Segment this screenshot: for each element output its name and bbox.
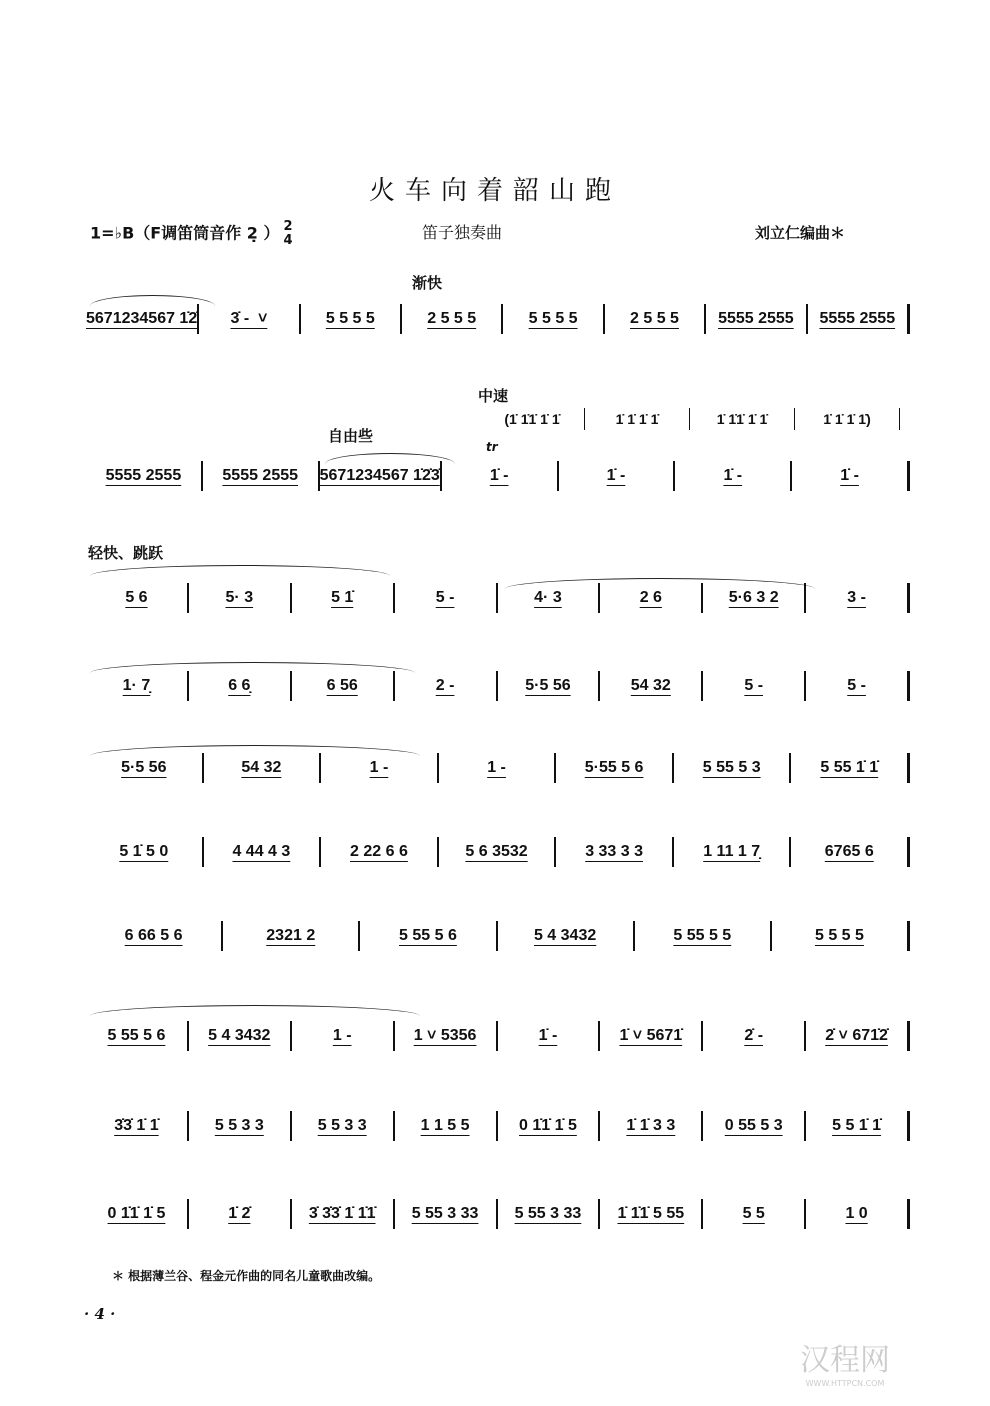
measure: 5 5 5 5 — [772, 921, 910, 951]
measure: 54 32 — [204, 753, 322, 783]
genre: 笛子独奏曲 — [422, 223, 503, 242]
page-number: · 4 · — [84, 1305, 116, 1323]
measure: 2 22 6 6 — [321, 837, 439, 867]
measure: 5 55 1̇ 1̇ — [791, 753, 910, 783]
measure: 2 - — [395, 671, 498, 701]
measure: 0 1̇1̇ 1̇ 5 — [498, 1111, 601, 1141]
accompaniment-measure: 1̇ 1̇ 1̇ 1̇) — [795, 408, 900, 430]
measure: 3̇ 3̇3̇ 1̇ 1̇1̇ — [292, 1199, 395, 1229]
accompaniment-measure: (1̇ 1̇1̇ 1̇ 1̇ — [480, 408, 585, 430]
measure: 5·5 56 — [498, 671, 601, 701]
score-line — [86, 838, 910, 866]
score-line — [86, 1112, 910, 1140]
time-bottom: 4 — [283, 233, 293, 248]
measure: 1 0 — [806, 1199, 910, 1229]
measure: 1̇ - — [442, 461, 559, 491]
measure: 6765 6 — [791, 837, 910, 867]
time-top: 2 — [283, 219, 293, 234]
measure: 3 - — [806, 583, 910, 613]
measure: 5555 2555 — [86, 461, 203, 491]
score-line — [86, 922, 910, 950]
measure: 1 ˅ 5356 — [395, 1021, 498, 1051]
measure: 5 5 — [703, 1199, 806, 1229]
watermark-url: WWW.HTTPCN.COM — [805, 1379, 885, 1388]
measure: 4 44 4 3 — [204, 837, 322, 867]
watermark-name: 汉程网 — [800, 1343, 890, 1378]
measure: 5 1̇ 5 0 — [86, 837, 204, 867]
measure: 5 4 3432 — [498, 921, 635, 951]
measure: 1̇ - — [498, 1021, 601, 1051]
measure: 5 1̇ — [292, 583, 395, 613]
measure: 5 - — [806, 671, 910, 701]
measure: 2321 2 — [223, 921, 360, 951]
tempo-accel: 渐快 — [412, 274, 443, 292]
measure: 1 - — [292, 1021, 395, 1051]
measure: 3 33 3 3 — [556, 837, 674, 867]
score-title: 火车向着韶山跑 — [368, 176, 621, 206]
measure: 2̇ - — [703, 1021, 806, 1051]
key-signature — [90, 220, 293, 248]
measure: 5 4 3432 — [189, 1021, 292, 1051]
measure: 5·5 56 — [86, 753, 204, 783]
measure: 5 5 3 3 — [189, 1111, 292, 1141]
measure: 5 - — [395, 583, 498, 613]
watermark-logo — [800, 1335, 890, 1388]
measure: 5 6 — [86, 583, 189, 613]
measure: 5·55 5 6 — [556, 753, 674, 783]
measure: 1 - — [321, 753, 439, 783]
score-line — [86, 754, 910, 782]
measure: 5555 2555 — [203, 461, 320, 491]
measure: 5 5 1̇ 1̇ — [806, 1111, 910, 1141]
footnote: ＊ 根据薄兰谷、程金元作曲的同名儿童歌曲改编。 — [112, 1269, 381, 1283]
measure: 1̇ ˅ 5671̇ — [600, 1021, 703, 1051]
trill-mark: tr — [486, 440, 498, 454]
score-line — [86, 584, 910, 612]
measure: 5· 3 — [189, 583, 292, 613]
measure: 3̇3̇ 1̇ 1̇ — [86, 1111, 189, 1141]
measure: 5 55 5 6 — [86, 1021, 189, 1051]
measure: 2 5 5 5 — [605, 304, 706, 334]
measure: 5555 2555 — [808, 304, 910, 334]
measure: 1̇ - — [559, 461, 676, 491]
measure: 0 1̇1̇ 1̇ 5 — [86, 1199, 189, 1229]
measure: 5 55 3 33 — [498, 1199, 601, 1229]
measure: 1̇ 1̇ 3 3 — [600, 1111, 703, 1141]
measure: 6 56 — [292, 671, 395, 701]
measure: 5 5 5 5 — [301, 304, 402, 334]
slur — [90, 1005, 420, 1016]
score-line — [86, 1200, 910, 1228]
score-line — [86, 1022, 910, 1050]
measure: 1̇ - — [675, 461, 792, 491]
slur — [90, 565, 390, 576]
tempo-free: 自由些 — [328, 427, 374, 445]
measure: 54 32 — [600, 671, 703, 701]
composer: 刘立仁编曲＊ — [755, 224, 846, 242]
measure: 5 5 5 5 — [503, 304, 604, 334]
measure: 5 55 5 3 — [674, 753, 792, 783]
tempo-moderato: 中速 — [478, 387, 509, 405]
measure: 2 6 — [600, 583, 703, 613]
measure: 5 55 3 33 — [395, 1199, 498, 1229]
measure: 2 5 5 5 — [402, 304, 503, 334]
measure: 4· 3 — [498, 583, 601, 613]
measure: 6 6̣ — [189, 671, 292, 701]
measure: 5 55 5 6 — [360, 921, 497, 951]
accompaniment-measure: 1̇ 1̇ 1̇ 1̇ — [585, 408, 690, 430]
accompaniment-measure: 1̇ 1̇1̇ 1̇ 1̇ — [690, 408, 795, 430]
measure: 5 5 3 3 — [292, 1111, 395, 1141]
measure: 6 66 5 6 — [86, 921, 223, 951]
tempo-light: 轻快、跳跃 — [88, 544, 164, 562]
measure: 1 11 1 7̣ — [674, 837, 792, 867]
time-signature — [284, 220, 293, 248]
measure: 1̇ 2̇ — [189, 1199, 292, 1229]
score-line — [86, 672, 910, 700]
key-text: 1=♭B（F调笛筒音作 2̣ ） — [90, 223, 280, 243]
measure: 5 - — [703, 671, 806, 701]
measure: 1̇ 1̇1̇ 5 55 — [600, 1199, 703, 1229]
measure: 5 55 5 5 — [635, 921, 772, 951]
measure: 1 - — [439, 753, 557, 783]
measure: 1̇ - — [792, 461, 910, 491]
measure: 5555 2555 — [706, 304, 807, 334]
accompaniment-row — [480, 405, 900, 433]
measure: 1· 7̣ — [86, 671, 189, 701]
measure: 3̇ - ˅ — [199, 304, 300, 334]
measure: 0 55 5 3 — [703, 1111, 806, 1141]
measure: 5671234567 1̇2̇3̇ — [320, 461, 442, 491]
score-line — [86, 462, 910, 490]
measure: 1 1 5 5 — [395, 1111, 498, 1141]
score-line — [86, 305, 910, 333]
measure: 5 6 3532 — [439, 837, 557, 867]
measure: 5·6 3 2 — [703, 583, 806, 613]
measure: 5671234567 1̇2̇ — [86, 304, 199, 334]
measure: 2̇ ˅ 671̇2̇ — [806, 1021, 910, 1051]
